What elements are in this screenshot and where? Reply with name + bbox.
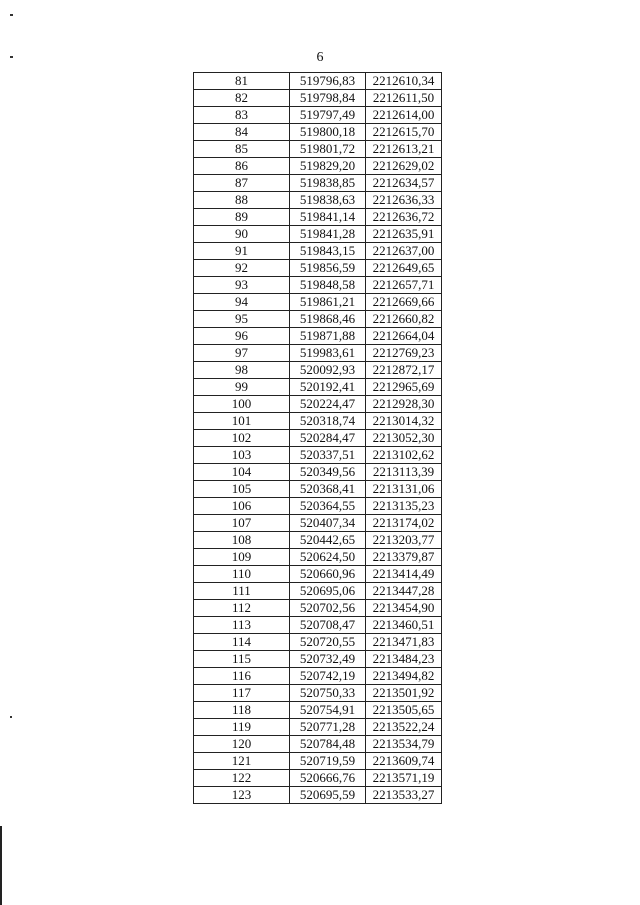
- table-row: [194, 447, 442, 464]
- x-coordinate-cell: 519797,49: [290, 107, 366, 124]
- y-coordinate-cell: 2212928,30: [366, 396, 442, 413]
- x-coordinate-cell: 519841,28: [290, 226, 366, 243]
- point-number-cell: 96: [194, 328, 290, 345]
- y-coordinate-cell: 2212769,23: [366, 345, 442, 362]
- point-number-cell: 112: [194, 600, 290, 617]
- x-coordinate-cell: 519798,84: [290, 90, 366, 107]
- y-coordinate-cell: 2213533,27: [366, 787, 442, 804]
- y-coordinate-cell: 2212610,34: [366, 73, 442, 90]
- point-number-cell: 110: [194, 566, 290, 583]
- table-row: [194, 770, 442, 787]
- y-coordinate-cell: 2212611,50: [366, 90, 442, 107]
- table-row: [194, 294, 442, 311]
- y-coordinate-cell: 2212615,70: [366, 124, 442, 141]
- point-number-cell: 120: [194, 736, 290, 753]
- y-coordinate-cell: 2213135,23: [366, 498, 442, 515]
- table-row: [194, 396, 442, 413]
- x-coordinate-cell: 520407,34: [290, 515, 366, 532]
- x-coordinate-cell: 519868,46: [290, 311, 366, 328]
- y-coordinate-cell: 2213501,92: [366, 685, 442, 702]
- point-number-cell: 115: [194, 651, 290, 668]
- y-coordinate-cell: 2213131,06: [366, 481, 442, 498]
- point-number-cell: 81: [194, 73, 290, 90]
- point-number-cell: 106: [194, 498, 290, 515]
- x-coordinate-cell: 520364,55: [290, 498, 366, 515]
- x-coordinate-cell: 520702,56: [290, 600, 366, 617]
- y-coordinate-cell: 2212613,21: [366, 141, 442, 158]
- y-coordinate-cell: 2213471,83: [366, 634, 442, 651]
- table-row: [194, 651, 442, 668]
- table-row: [194, 260, 442, 277]
- x-coordinate-cell: 520720,55: [290, 634, 366, 651]
- x-coordinate-cell: 520708,47: [290, 617, 366, 634]
- point-number-cell: 85: [194, 141, 290, 158]
- x-coordinate-cell: 519871,88: [290, 328, 366, 345]
- table-row: [194, 617, 442, 634]
- point-number-cell: 113: [194, 617, 290, 634]
- point-number-cell: 97: [194, 345, 290, 362]
- point-number-cell: 83: [194, 107, 290, 124]
- table-row: [194, 107, 442, 124]
- table-row: [194, 702, 442, 719]
- y-coordinate-cell: 2212660,82: [366, 311, 442, 328]
- x-coordinate-cell: 520337,51: [290, 447, 366, 464]
- point-number-cell: 118: [194, 702, 290, 719]
- x-coordinate-cell: 519861,21: [290, 294, 366, 311]
- point-number-cell: 99: [194, 379, 290, 396]
- y-coordinate-cell: 2212637,00: [366, 243, 442, 260]
- page-number: 6: [316, 50, 324, 65]
- table-row: [194, 226, 442, 243]
- margin-line: [0, 826, 2, 905]
- table-row: [194, 413, 442, 430]
- x-coordinate-cell: 520742,19: [290, 668, 366, 685]
- x-coordinate-cell: 520284,47: [290, 430, 366, 447]
- point-number-cell: 84: [194, 124, 290, 141]
- x-coordinate-cell: 520624,50: [290, 549, 366, 566]
- table-row: [194, 192, 442, 209]
- y-coordinate-cell: 2212614,00: [366, 107, 442, 124]
- table-row: [194, 430, 442, 447]
- x-coordinate-cell: 520318,74: [290, 413, 366, 430]
- table-row: [194, 498, 442, 515]
- point-number-cell: 92: [194, 260, 290, 277]
- point-number-cell: 98: [194, 362, 290, 379]
- table-row: [194, 362, 442, 379]
- x-coordinate-cell: 520442,65: [290, 532, 366, 549]
- x-coordinate-cell: 519848,58: [290, 277, 366, 294]
- x-coordinate-cell: 520224,47: [290, 396, 366, 413]
- y-coordinate-cell: 2213414,49: [366, 566, 442, 583]
- x-coordinate-cell: 519829,20: [290, 158, 366, 175]
- x-coordinate-cell: 520092,93: [290, 362, 366, 379]
- table-row: [194, 328, 442, 345]
- point-number-cell: 108: [194, 532, 290, 549]
- coordinates-table-body: [194, 73, 442, 804]
- x-coordinate-cell: 520349,56: [290, 464, 366, 481]
- table-row: [194, 124, 442, 141]
- x-coordinate-cell: 520695,06: [290, 583, 366, 600]
- point-number-cell: 95: [194, 311, 290, 328]
- x-coordinate-cell: 519801,72: [290, 141, 366, 158]
- y-coordinate-cell: 2212872,17: [366, 362, 442, 379]
- x-coordinate-cell: 520192,41: [290, 379, 366, 396]
- y-coordinate-cell: 2213052,30: [366, 430, 442, 447]
- table-row: [194, 719, 442, 736]
- x-coordinate-cell: 519800,18: [290, 124, 366, 141]
- table-row: [194, 549, 442, 566]
- x-coordinate-cell: 520666,76: [290, 770, 366, 787]
- table-row: [194, 158, 442, 175]
- table-row: [194, 243, 442, 260]
- point-number-cell: 89: [194, 209, 290, 226]
- table-row: [194, 141, 442, 158]
- y-coordinate-cell: 2212649,65: [366, 260, 442, 277]
- y-coordinate-cell: 2212657,71: [366, 277, 442, 294]
- table-row: [194, 345, 442, 362]
- point-number-cell: 94: [194, 294, 290, 311]
- x-coordinate-cell: 520754,91: [290, 702, 366, 719]
- table-row: [194, 277, 442, 294]
- point-number-cell: 100: [194, 396, 290, 413]
- x-coordinate-cell: 520784,48: [290, 736, 366, 753]
- x-coordinate-cell: 519796,83: [290, 73, 366, 90]
- point-number-cell: 90: [194, 226, 290, 243]
- y-coordinate-cell: 2212669,66: [366, 294, 442, 311]
- y-coordinate-cell: 2213571,19: [366, 770, 442, 787]
- table-row: [194, 634, 442, 651]
- scan-mark-left: [10, 716, 12, 718]
- y-coordinate-cell: 2213379,87: [366, 549, 442, 566]
- point-number-cell: 104: [194, 464, 290, 481]
- y-coordinate-cell: 2213447,28: [366, 583, 442, 600]
- point-number-cell: 111: [194, 583, 290, 600]
- point-number-cell: 121: [194, 753, 290, 770]
- y-coordinate-cell: 2213014,32: [366, 413, 442, 430]
- coordinates-table: [193, 72, 442, 804]
- table-row: [194, 481, 442, 498]
- y-coordinate-cell: 2213494,82: [366, 668, 442, 685]
- table-row: [194, 532, 442, 549]
- table-row: [194, 753, 442, 770]
- table-row: [194, 515, 442, 532]
- y-coordinate-cell: 2212965,69: [366, 379, 442, 396]
- table-row: [194, 566, 442, 583]
- table-row: [194, 668, 442, 685]
- y-coordinate-cell: 2213505,65: [366, 702, 442, 719]
- y-coordinate-cell: 2213460,51: [366, 617, 442, 634]
- y-coordinate-cell: 2212664,04: [366, 328, 442, 345]
- y-coordinate-cell: 2213113,39: [366, 464, 442, 481]
- point-number-cell: 107: [194, 515, 290, 532]
- x-coordinate-cell: 520771,28: [290, 719, 366, 736]
- point-number-cell: 122: [194, 770, 290, 787]
- point-number-cell: 109: [194, 549, 290, 566]
- x-coordinate-cell: 520719,59: [290, 753, 366, 770]
- x-coordinate-cell: 520695,59: [290, 787, 366, 804]
- x-coordinate-cell: 519983,61: [290, 345, 366, 362]
- point-number-cell: 123: [194, 787, 290, 804]
- scan-mark-top: [10, 14, 13, 16]
- x-coordinate-cell: 519838,85: [290, 175, 366, 192]
- point-number-cell: 91: [194, 243, 290, 260]
- y-coordinate-cell: 2213102,62: [366, 447, 442, 464]
- point-number-cell: 119: [194, 719, 290, 736]
- table-row: [194, 175, 442, 192]
- x-coordinate-cell: 520732,49: [290, 651, 366, 668]
- x-coordinate-cell: 520660,96: [290, 566, 366, 583]
- table-row: [194, 379, 442, 396]
- point-number-cell: 88: [194, 192, 290, 209]
- y-coordinate-cell: 2213609,74: [366, 753, 442, 770]
- y-coordinate-cell: 2212636,33: [366, 192, 442, 209]
- point-number-cell: 82: [194, 90, 290, 107]
- point-number-cell: 93: [194, 277, 290, 294]
- x-coordinate-cell: 519838,63: [290, 192, 366, 209]
- y-coordinate-cell: 2212635,91: [366, 226, 442, 243]
- point-number-cell: 101: [194, 413, 290, 430]
- point-number-cell: 105: [194, 481, 290, 498]
- table-row: [194, 311, 442, 328]
- point-number-cell: 103: [194, 447, 290, 464]
- table-row: [194, 209, 442, 226]
- point-number-cell: 87: [194, 175, 290, 192]
- point-number-cell: 117: [194, 685, 290, 702]
- point-number-cell: 102: [194, 430, 290, 447]
- table-row: [194, 464, 442, 481]
- point-number-cell: 116: [194, 668, 290, 685]
- y-coordinate-cell: 2212634,57: [366, 175, 442, 192]
- table-row: [194, 583, 442, 600]
- y-coordinate-cell: 2213484,23: [366, 651, 442, 668]
- table-row: [194, 685, 442, 702]
- x-coordinate-cell: 520750,33: [290, 685, 366, 702]
- y-coordinate-cell: 2212636,72: [366, 209, 442, 226]
- table-row: [194, 90, 442, 107]
- x-coordinate-cell: 520368,41: [290, 481, 366, 498]
- y-coordinate-cell: 2213174,02: [366, 515, 442, 532]
- x-coordinate-cell: 519843,15: [290, 243, 366, 260]
- point-number-cell: 114: [194, 634, 290, 651]
- y-coordinate-cell: 2213534,79: [366, 736, 442, 753]
- y-coordinate-cell: 2213454,90: [366, 600, 442, 617]
- table-row: [194, 600, 442, 617]
- x-coordinate-cell: 519856,59: [290, 260, 366, 277]
- y-coordinate-cell: 2212629,02: [366, 158, 442, 175]
- table-row: [194, 787, 442, 804]
- table-row: [194, 73, 442, 90]
- y-coordinate-cell: 2213203,77: [366, 532, 442, 549]
- y-coordinate-cell: 2213522,24: [366, 719, 442, 736]
- point-number-cell: 86: [194, 158, 290, 175]
- x-coordinate-cell: 519841,14: [290, 209, 366, 226]
- table-row: [194, 736, 442, 753]
